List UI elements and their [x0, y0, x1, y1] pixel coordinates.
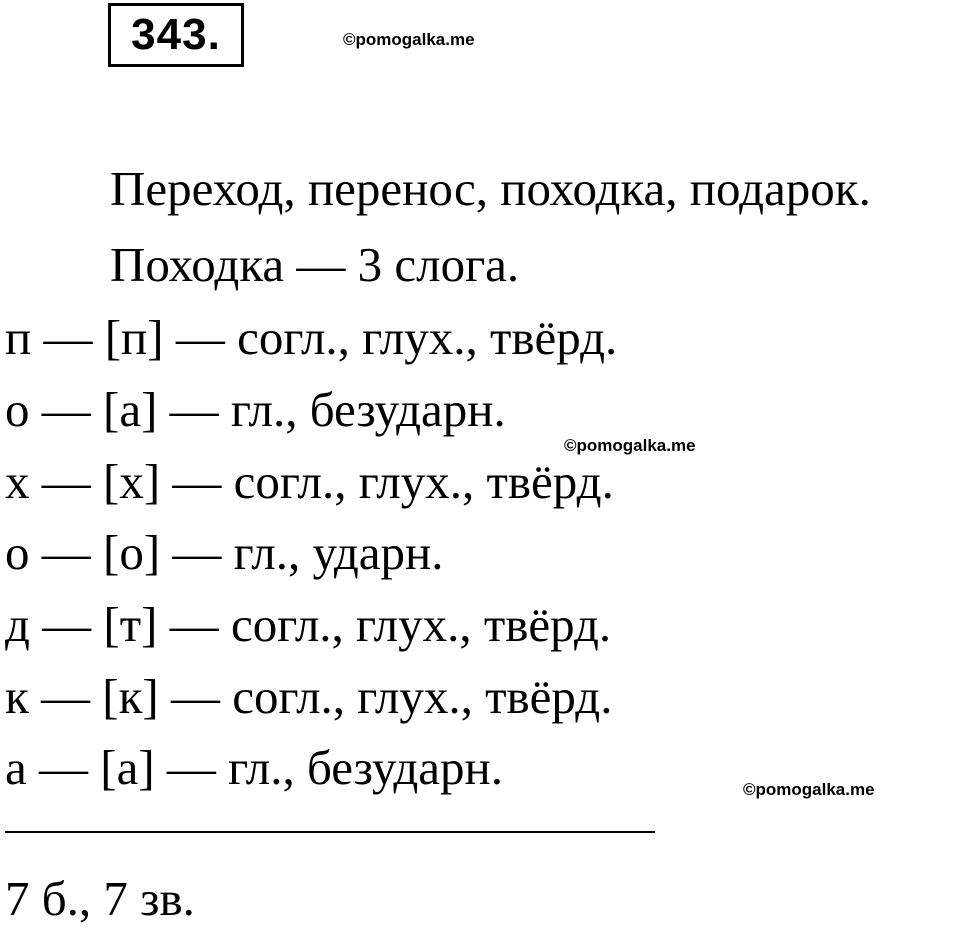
syllables-line: Походка — 3 слога. — [110, 237, 520, 292]
phonetic-analysis-row: п — [п] — согл., глух., твёрд. — [5, 310, 618, 365]
phonetic-analysis-row: о — [а] — гл., безударн. — [5, 382, 506, 437]
phonetic-analysis-row: д — [т] — согл., глух., твёрд. — [5, 597, 612, 652]
watermark: ©pomogalka.me — [743, 780, 875, 799]
watermark: ©pomogalka.me — [343, 30, 475, 49]
words-line: Переход, перенос, походка, подарок. — [110, 161, 871, 216]
letters-sounds-summary: 7 б., 7 зв. — [5, 871, 195, 926]
phonetic-analysis-row: х — [х] — согл., глух., твёрд. — [5, 454, 614, 509]
task-number: 343. — [131, 10, 221, 59]
task-number-box — [108, 3, 244, 67]
phonetic-analysis-row: а — [а] — гл., безударн. — [5, 740, 503, 795]
phonetic-analysis-row: о — [о] — гл., ударн. — [5, 525, 444, 580]
divider-line — [5, 831, 655, 833]
phonetic-analysis-row: к — [к] — согл., глух., твёрд. — [5, 669, 613, 724]
watermark: ©pomogalka.me — [564, 436, 696, 455]
